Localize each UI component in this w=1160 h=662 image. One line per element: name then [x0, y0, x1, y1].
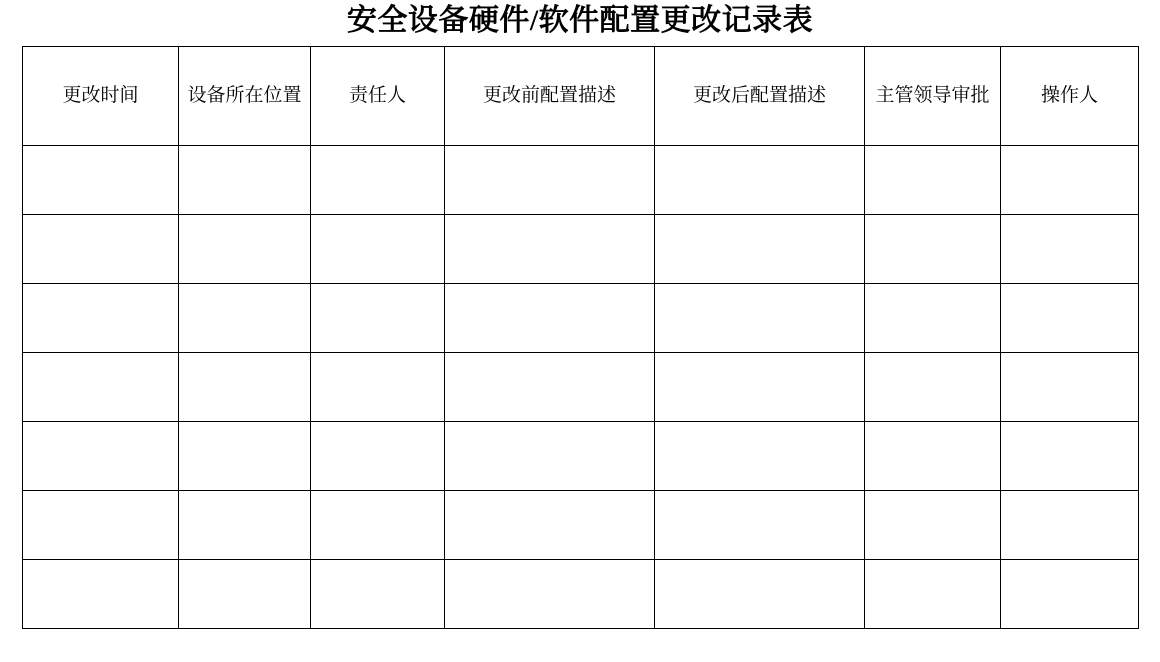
cell-config-before[interactable]: [445, 284, 655, 353]
cell-config-after[interactable]: [655, 422, 865, 491]
column-header-config-after: 更改后配置描述: [655, 47, 865, 146]
cell-responsible-person[interactable]: [311, 146, 445, 215]
cell-responsible-person[interactable]: [311, 215, 445, 284]
column-header-operator: 操作人: [1001, 47, 1139, 146]
table-body: [23, 146, 1139, 629]
cell-config-before[interactable]: [445, 215, 655, 284]
cell-config-after[interactable]: [655, 353, 865, 422]
cell-operator[interactable]: [1001, 215, 1139, 284]
cell-responsible-person[interactable]: [311, 560, 445, 629]
table-row: [23, 491, 1139, 560]
cell-change-time[interactable]: [23, 284, 179, 353]
cell-device-location[interactable]: [179, 560, 311, 629]
cell-config-after[interactable]: [655, 146, 865, 215]
cell-config-before[interactable]: [445, 353, 655, 422]
cell-change-time[interactable]: [23, 422, 179, 491]
config-change-record-table: [22, 46, 1139, 629]
cell-device-location[interactable]: [179, 491, 311, 560]
cell-device-location[interactable]: [179, 422, 311, 491]
cell-manager-approval[interactable]: [865, 422, 1001, 491]
cell-change-time[interactable]: [23, 560, 179, 629]
table-row: [23, 284, 1139, 353]
column-header-config-before: 更改前配置描述: [445, 47, 655, 146]
cell-manager-approval[interactable]: [865, 284, 1001, 353]
cell-device-location[interactable]: [179, 284, 311, 353]
cell-config-after[interactable]: [655, 284, 865, 353]
cell-operator[interactable]: [1001, 146, 1139, 215]
cell-config-after[interactable]: [655, 560, 865, 629]
cell-operator[interactable]: [1001, 284, 1139, 353]
column-header-responsible-person: 责任人: [311, 47, 445, 146]
cell-manager-approval[interactable]: [865, 146, 1001, 215]
table-header: [23, 47, 1139, 146]
cell-config-before[interactable]: [445, 146, 655, 215]
cell-manager-approval[interactable]: [865, 560, 1001, 629]
table-row: [23, 353, 1139, 422]
cell-device-location[interactable]: [179, 353, 311, 422]
cell-device-location[interactable]: [179, 146, 311, 215]
cell-config-before[interactable]: [445, 491, 655, 560]
cell-manager-approval[interactable]: [865, 491, 1001, 560]
cell-change-time[interactable]: [23, 215, 179, 284]
cell-responsible-person[interactable]: [311, 353, 445, 422]
column-header-device-location: 设备所在位置: [179, 47, 311, 146]
cell-manager-approval[interactable]: [865, 215, 1001, 284]
cell-responsible-person[interactable]: [311, 284, 445, 353]
cell-device-location[interactable]: [179, 215, 311, 284]
cell-manager-approval[interactable]: [865, 353, 1001, 422]
cell-config-after[interactable]: [655, 491, 865, 560]
cell-operator[interactable]: [1001, 422, 1139, 491]
cell-config-before[interactable]: [445, 422, 655, 491]
table-row: [23, 560, 1139, 629]
cell-change-time[interactable]: [23, 491, 179, 560]
cell-responsible-person[interactable]: [311, 422, 445, 491]
cell-operator[interactable]: [1001, 491, 1139, 560]
cell-responsible-person[interactable]: [311, 491, 445, 560]
table-row: [23, 422, 1139, 491]
column-header-change-time: 更改时间: [23, 47, 179, 146]
cell-change-time[interactable]: [23, 146, 179, 215]
cell-operator[interactable]: [1001, 353, 1139, 422]
cell-operator[interactable]: [1001, 560, 1139, 629]
table-row: [23, 146, 1139, 215]
column-header-manager-approval: 主管领导审批: [865, 47, 1001, 146]
cell-config-before[interactable]: [445, 560, 655, 629]
table-row: [23, 215, 1139, 284]
cell-config-after[interactable]: [655, 215, 865, 284]
table-header-row: [23, 47, 1139, 146]
cell-change-time[interactable]: [23, 353, 179, 422]
page-title: 安全设备硬件/软件配置更改记录表: [346, 4, 814, 37]
